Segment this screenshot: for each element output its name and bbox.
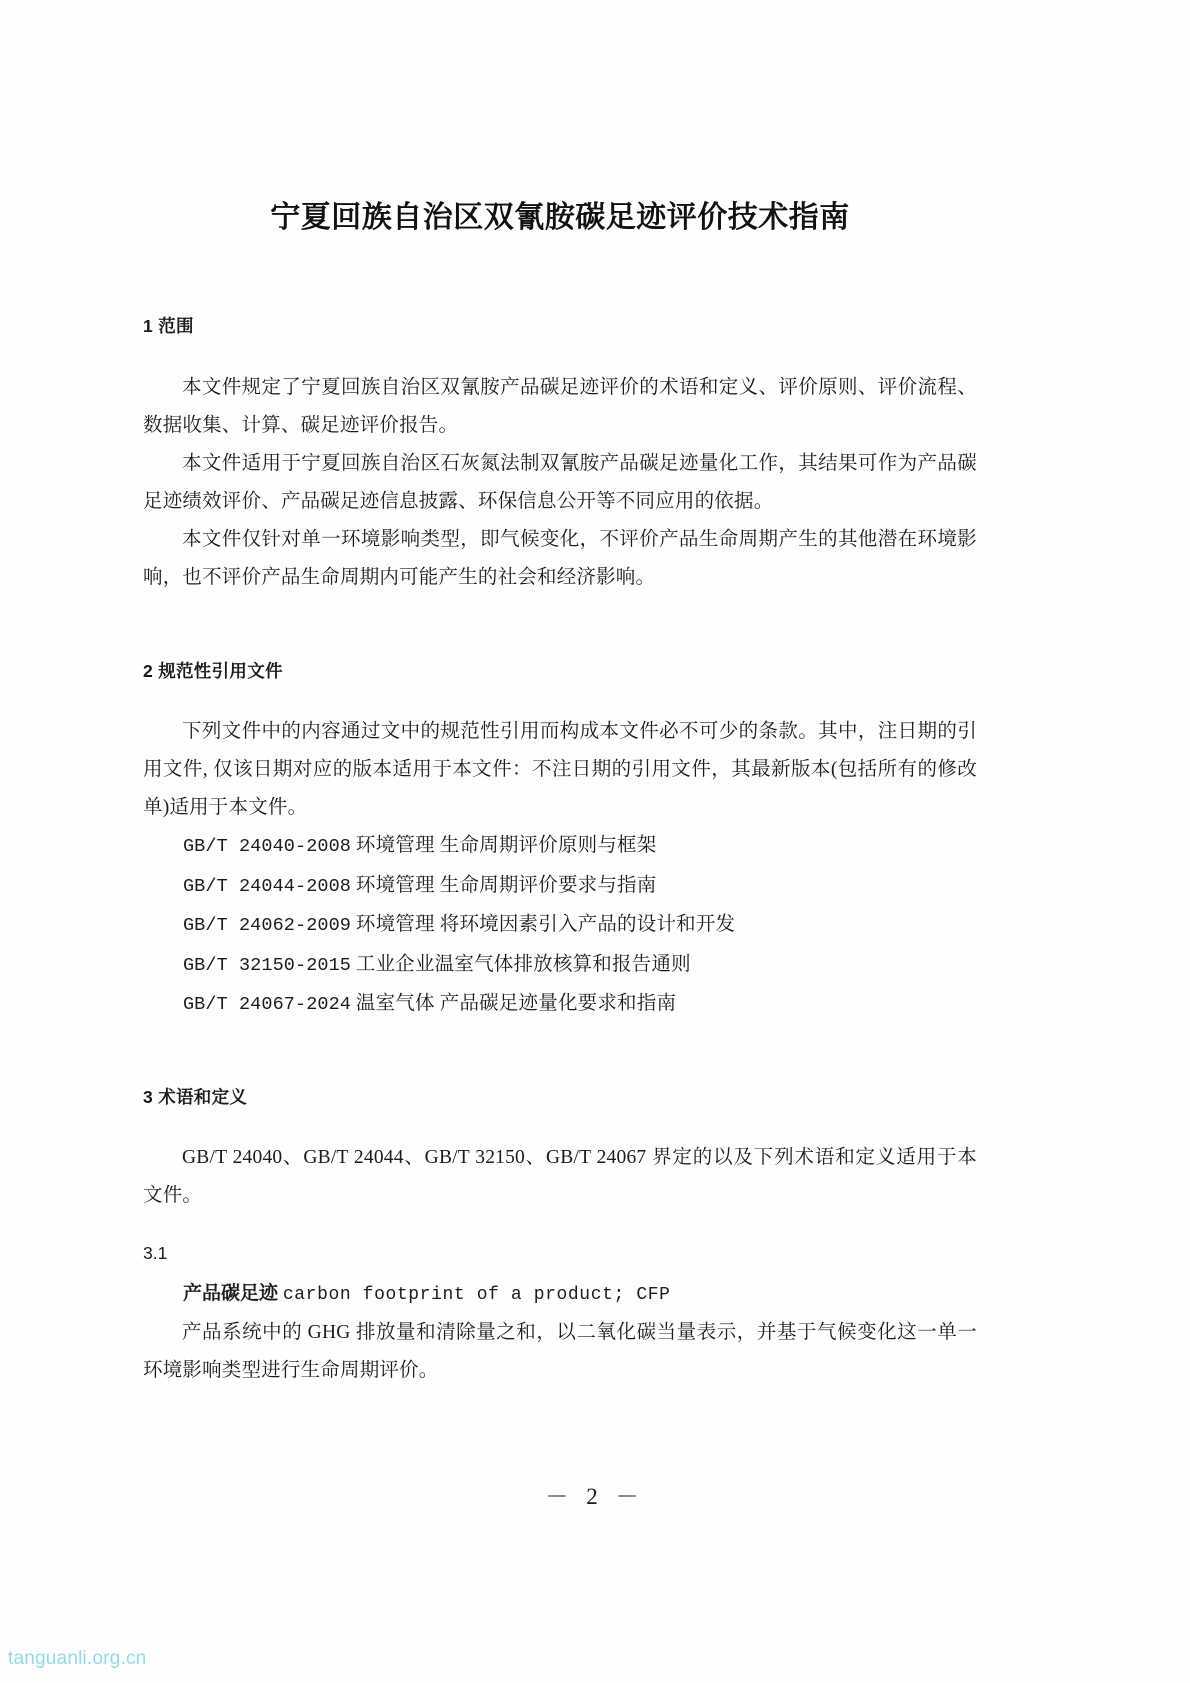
scope-paragraph-1: 本文件规定了宁夏回族自治区双氰胺产品碳足迹评价的术语和定义、评价原则、评价流程、数据收集、计算、碳足迹评价报告。 xyxy=(143,376,977,436)
reference-title: 环境管理 生命周期评价原则与框架 xyxy=(355,835,657,856)
section-heading-terms-and-definitions: 3 术语和定义 xyxy=(143,1086,248,1107)
list-item xyxy=(143,867,977,907)
terms-paragraph-1: GB/T 24040、GB/T 24044、GB/T 32150、GB/T 24067 界定的以及下列术语和定义适用于本文件。 xyxy=(143,1147,977,1206)
reference-title: 环境管理 生命周期评价要求与指南 xyxy=(355,874,657,896)
section-heading-scope: 1 范围 xyxy=(143,316,194,336)
page-number: － 2 － xyxy=(545,1484,645,1509)
page-title: 宁夏回族自治区双氰胺碳足迹评价技术指南 xyxy=(270,201,850,234)
page-content xyxy=(143,0,977,1390)
reference-code: GB/T 24067-2024 xyxy=(182,994,351,1015)
scope-paragraph-3: 本文件仅针对单一环境影响类型，即气候变化，不评价产品生命周期产生的其他潜在环境影响，也不评价产品生命周期内可能产生的社会和经济影响。 xyxy=(143,528,977,588)
reference-title: 温室气体 产品碳足迹量化要求和指南 xyxy=(355,993,677,1014)
list-item xyxy=(143,827,977,867)
list-item xyxy=(143,946,977,986)
term-entry xyxy=(143,1275,977,1314)
term-english: carbon footprint of a product; CFP xyxy=(282,1285,671,1305)
term-definition: 产品系统中的 GHG 排放量和清除量之和，以二氧化碳当量表示，并基于气候变化这一单一环境影响类型进行生命周期评价。 xyxy=(143,1322,977,1381)
normative-reference-list xyxy=(143,827,977,1025)
term-chinese: 产品碳足迹 xyxy=(182,1283,278,1304)
section-heading-normative-references: 2 规范性引用文件 xyxy=(143,660,283,681)
reference-code: GB/T 24062-2009 xyxy=(182,915,351,936)
reference-code: GB/T 32150-2015 xyxy=(182,954,351,976)
watermark: tanguanli.org.cn xyxy=(8,1648,147,1669)
list-item xyxy=(143,985,977,1025)
reference-code: GB/T 24040-2008 xyxy=(182,836,351,857)
reference-code: GB/T 24044-2008 xyxy=(182,875,351,897)
reference-title: 工业企业温室气体排放核算和报告通则 xyxy=(355,953,691,975)
reference-title: 环境管理 将环境因素引入产品的设计和开发 xyxy=(355,914,736,935)
list-item xyxy=(143,906,977,946)
normative-references-paragraph-1: 下列文件中的内容通过文中的规范性引用而构成本文件必不可少的条款。其中，注日期的引用文件, 仅该日期对应的版本适用于本文件：不注日期的引用文件，其最新版本(包括所有的修改单)适用于本文件。 xyxy=(143,721,977,818)
clause-number: 3.1 xyxy=(143,1243,168,1263)
scope-paragraph-2: 本文件适用于宁夏回族自治区石灰氮法制双氰胺产品碳足迹量化工作，其结果可作为产品碳足迹绩效评价、产品碳足迹信息披露、环保信息公开等不同应用的依据。 xyxy=(143,452,977,512)
